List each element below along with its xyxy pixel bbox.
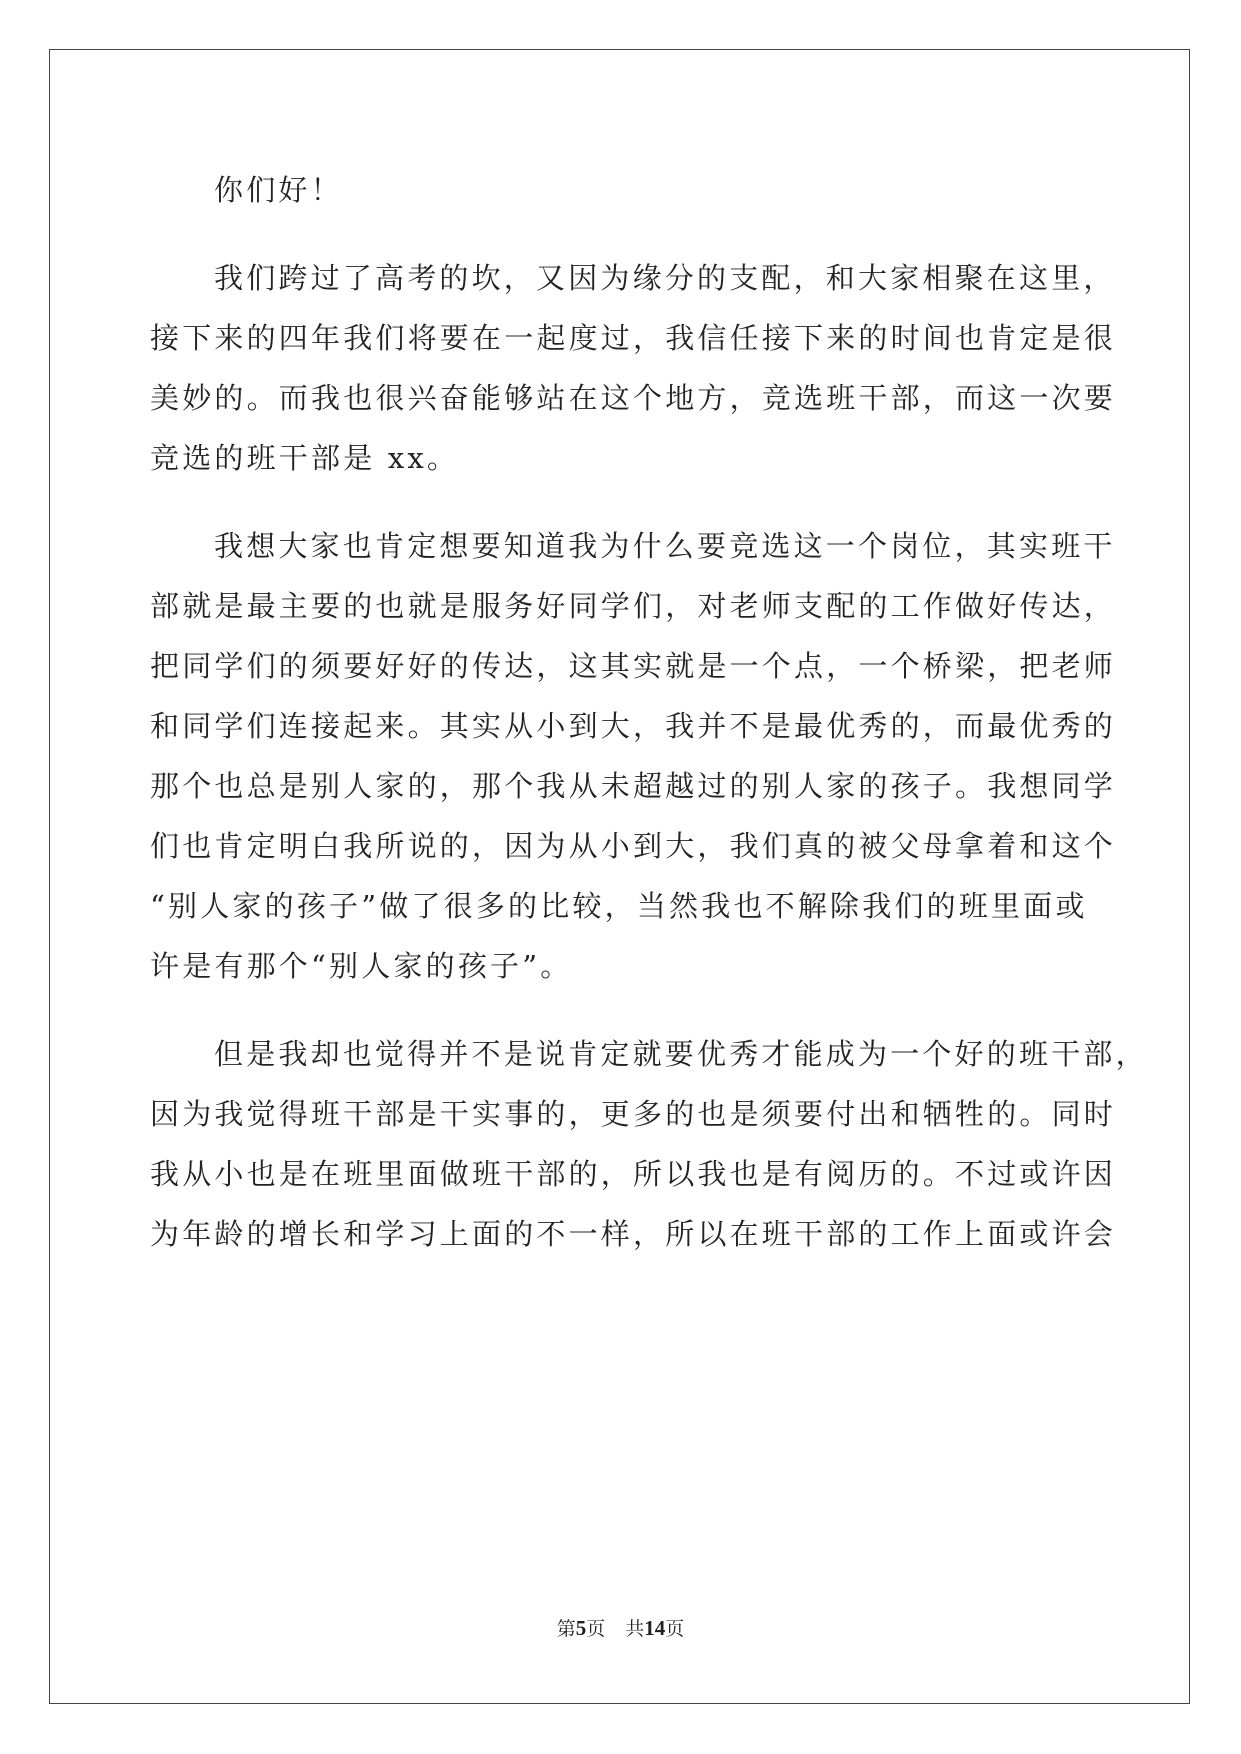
page-footer <box>0 1614 1241 1641</box>
paragraph-1-line-2: 接下来的四年我们将要在一起度过，我信任接下来的时间也肯定是很 <box>150 321 1117 355</box>
paragraph-1-line-3: 美妙的。而我也很兴奋能够站在这个地方，竞选班干部，而这一次要 <box>150 381 1117 415</box>
greeting-line: 你们好！ <box>214 173 343 207</box>
paragraph-2-line-4: 和同学们连接起来。其实从小到大，我并不是最优秀的，而最优秀的 <box>150 709 1117 743</box>
total-pages: 14 <box>644 1616 666 1640</box>
paragraph-3-line-1: 但是我却也觉得并不是说肯定就要优秀才能成为一个好的班干部， <box>214 1037 1148 1071</box>
paragraph-2-line-3: 把同学们的须要好好的传达，这其实就是一个点，一个桥梁，把老师 <box>150 649 1117 683</box>
paragraph-2-line-7: “别人家的孩子”做了很多的比较，当然我也不解除我们的班里面或 <box>150 889 1088 923</box>
page-suffix: 页 <box>586 1618 606 1640</box>
paragraph-2-line-2: 部就是最主要的也就是服务好同学们，对老师支配的工作做好传达， <box>150 589 1117 623</box>
total-suffix: 页 <box>665 1618 685 1640</box>
paragraph-2-line-8: 许是有那个“别人家的孩子”。 <box>150 949 573 983</box>
paragraph-2-line-6: 们也肯定明白我所说的，因为从小到大，我们真的被父母拿着和这个 <box>150 829 1117 863</box>
page-prefix: 第 <box>556 1618 576 1640</box>
paragraph-3-line-2: 因为我觉得班干部是干实事的，更多的也是须要付出和牺牲的。同时 <box>150 1097 1117 1131</box>
paragraph-3-line-4: 为年龄的增长和学习上面的不一样，所以在班干部的工作上面或许会 <box>150 1217 1117 1251</box>
paragraph-3-line-3: 我从小也是在班里面做班干部的，所以我也是有阅历的。不过或许因 <box>150 1157 1117 1191</box>
paragraph-1-line-4: 竞选的班干部是 xx。 <box>150 441 460 475</box>
paragraph-2-line-5: 那个也总是别人家的，那个我从未超越过的别人家的孩子。我想同学 <box>150 769 1117 803</box>
page-number: 5 <box>575 1616 587 1640</box>
paragraph-1-line-1: 我们跨过了高考的坎，又因为缘分的支配，和大家相聚在这里， <box>214 261 1116 295</box>
document-body <box>150 160 1148 1264</box>
paragraph-2-line-1: 我想大家也肯定想要知道我为什么要竞选这一个岗位，其实班干 <box>214 529 1116 563</box>
total-prefix: 共 <box>625 1618 645 1640</box>
